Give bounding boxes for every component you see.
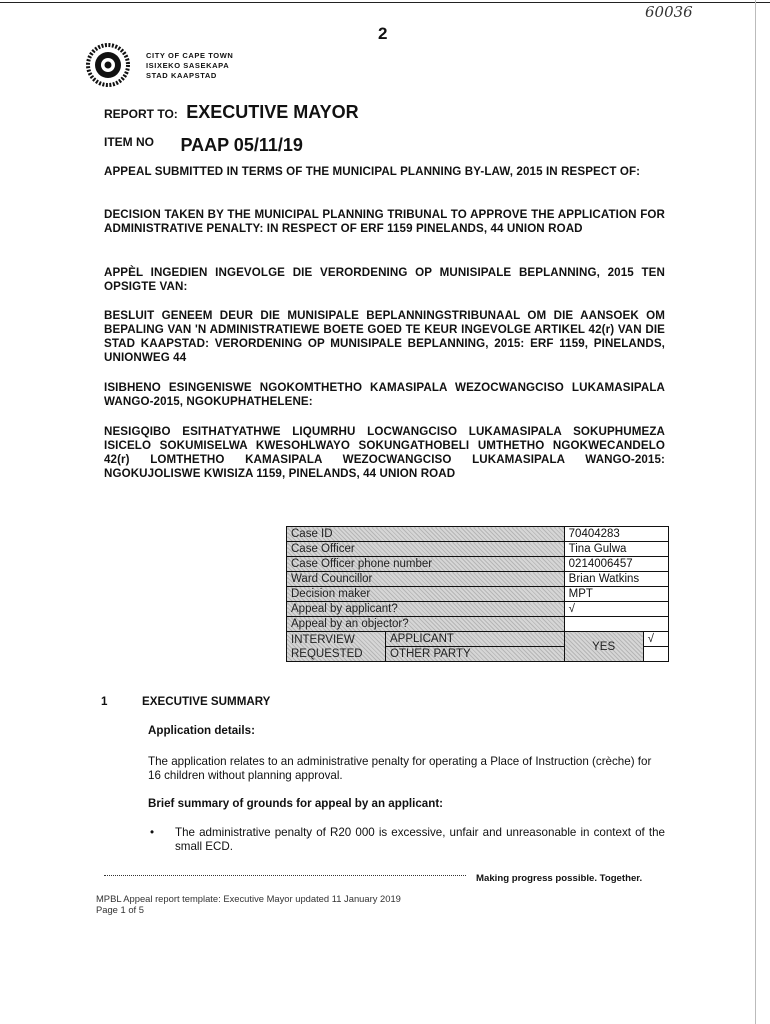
applicant-interview-check: √	[643, 632, 668, 647]
officer-phone-label: Case Officer phone number	[287, 557, 565, 572]
table-row	[287, 587, 669, 602]
application-details-text: The application relates to an administrative penalty for operating a Place of Instruction (crèche) for 16 children without planning approval.	[148, 755, 652, 782]
report-to-label: REPORT TO:	[104, 107, 178, 121]
item-number-label: ITEM NO	[104, 135, 154, 149]
appeal-by-applicant-label: Appeal by applicant?	[287, 602, 565, 617]
item-number-value: PAAP 05/11/19	[180, 135, 303, 155]
case-id-label: Case ID	[287, 527, 565, 542]
decision-description-xhosa: NESIGQIBO ESITHATYATHWE LIQUMRHU LOCWANGCISO LUKAMASIPALA SOKUPHUMEZA ISICELO SOKUMISELWA KWESOHLWAYO SOKUNGATHOBELI UMTHETHO NGOKWECANDELO 42(r) LOMTHETHO KAMASIPALA WEZOCWANGCISO LUKAMASIPALA WANGO-2015: NGOKUJOLISWE KWISIZA 1159, PINELANDS, 44 UNION ROAD	[104, 425, 665, 480]
handwritten-page-note: 60036	[645, 3, 693, 21]
scan-edge-line	[755, 0, 756, 1024]
table-row	[287, 527, 669, 542]
page-number: 2	[378, 24, 388, 43]
applicant-label: APPLICANT	[386, 632, 565, 647]
table-row	[287, 572, 669, 587]
other-party-label: OTHER PARTY	[386, 647, 565, 662]
logo-line-xhosa: ISIXEKO SASEKAPA	[146, 61, 230, 70]
officer-phone-value: 0214006457	[564, 557, 668, 572]
table-row	[287, 557, 669, 572]
case-details-table	[286, 526, 669, 662]
case-officer-label: Case Officer	[287, 542, 565, 557]
decision-maker-label: Decision maker	[287, 587, 565, 602]
section-number: 1	[101, 695, 108, 708]
case-officer-value: Tina Gulwa	[564, 542, 668, 557]
interview-label-line1: INTERVIEW	[291, 633, 355, 646]
grounds-heading: Brief summary of grounds for appeal by an applicant:	[148, 797, 444, 810]
city-name-block	[146, 51, 233, 81]
appeal-by-applicant-check: √	[564, 602, 668, 617]
interview-label-line2: REQUESTED	[291, 647, 363, 660]
appeal-heading-xhosa: ISIBHENO ESINGENISWE NGOKOMTHETHO KAMASIPALA WEZOCWANGCISO LUKAMASIPALA WANGO-2015, NGOKUPHATHELENE:	[104, 381, 665, 408]
yes-label: YES	[564, 632, 643, 662]
grounds-bullet-text: The administrative penalty of R20 000 is excessive, unfair and unreasonable in context of the small ECD.	[175, 826, 665, 853]
table-row	[287, 617, 669, 632]
decision-description-afrikaans: BESLUIT GENEEM DEUR DIE MUNISIPALE BEPLANNINGSTRIBUNAAL OM DIE AANSOEK OM BEPALING VAN 'N ADMINISTRATIEWE BOETE GOED TE KEUR INGEVOLGE ARTIKEL 42(r) VAN DIE STAD KAAPSTAD: VERORDENING OP MUNISIPALE BEPLANNING, 2015: ERF 1159, PINELANDS, UNIONWEG 44	[104, 309, 665, 364]
template-footer: MPBL Appeal report template: Executive Mayor updated 11 January 2019	[96, 893, 401, 904]
appeal-heading-english: APPEAL SUBMITTED IN TERMS OF THE MUNICIPAL PLANNING BY-LAW, 2015 IN RESPECT OF:	[104, 165, 641, 178]
other-party-interview-value	[643, 647, 668, 662]
ward-councillor-label: Ward Councillor	[287, 572, 565, 587]
appeal-heading-afrikaans: APPÈL INGEDIEN INGEVOLGE DIE VERORDENING OP MUNISIPALE BEPLANNING, 2015 TEN OPSIGTE VAN:	[104, 266, 665, 293]
appeal-by-objector-value	[564, 617, 668, 632]
logo-line-english: CITY OF CAPE TOWN	[146, 51, 234, 60]
decision-maker-value: MPT	[564, 587, 668, 602]
application-details-heading: Application details:	[148, 724, 255, 737]
table-row	[287, 542, 669, 557]
interview-requested-label	[287, 632, 386, 662]
case-id-value: 70404283	[564, 527, 668, 542]
ward-councillor-value: Brian Watkins	[564, 572, 668, 587]
item-number-line	[104, 135, 303, 156]
city-logo-icon	[86, 43, 130, 87]
section-title: EXECUTIVE SUMMARY	[142, 695, 271, 708]
table-row	[287, 602, 669, 617]
page-count-footer: Page 1 of 5	[96, 904, 144, 915]
decision-description-english: DECISION TAKEN BY THE MUNICIPAL PLANNING TRIBUNAL TO APPROVE THE APPLICATION FOR ADMINISTRATIVE PENALTY: IN RESPECT OF ERF 1159 PINELANDS, 44 UNION ROAD	[104, 208, 665, 235]
appeal-by-objector-label: Appeal by an objector?	[287, 617, 565, 632]
table-row	[287, 632, 669, 647]
bullet-icon: •	[150, 826, 155, 839]
report-to-line	[104, 102, 359, 123]
logo-line-afrikaans: STAD KAAPSTAD	[146, 71, 217, 80]
report-to-value: EXECUTIVE MAYOR	[186, 102, 359, 122]
city-slogan: Making progress possible. Together.	[476, 873, 643, 884]
footer-dotted-rule	[104, 875, 466, 876]
